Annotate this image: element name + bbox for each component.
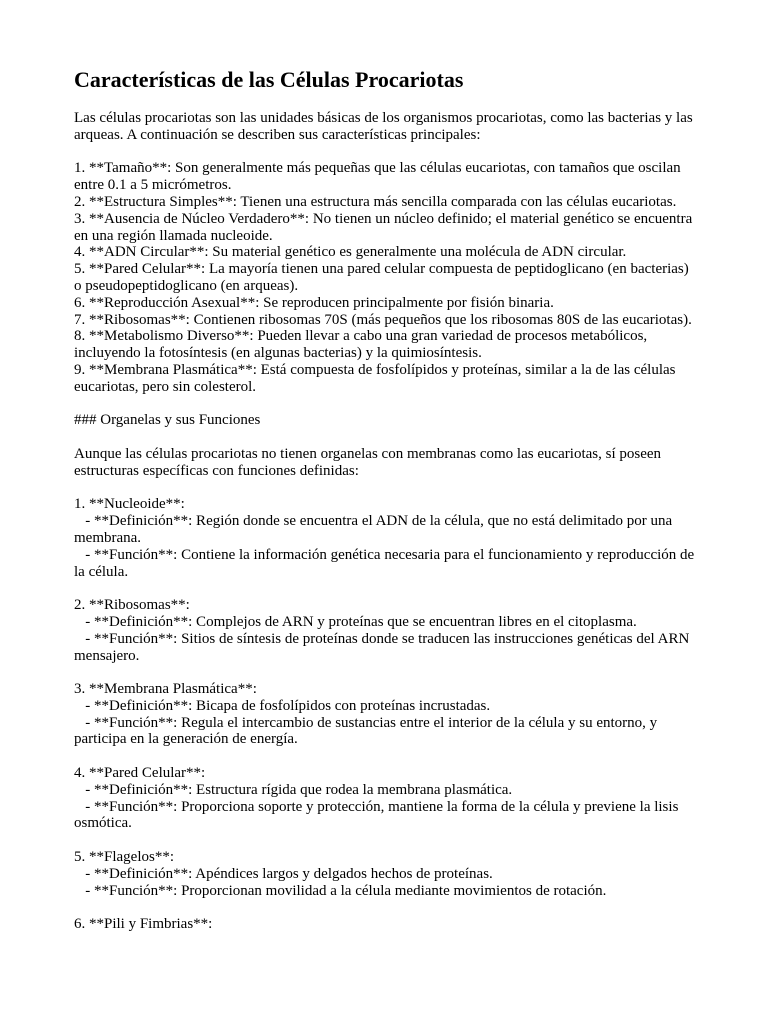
list-item: 2. **Estructura Simples**: Tienen una estructura más sencilla comparada con las células eucariotas. [74, 193, 677, 210]
organelle-title: 4. **Pared Celular**: [74, 765, 206, 782]
organelle-title: 6. **Pili y Fimbrias**: [74, 916, 213, 933]
list-item: 4. **ADN Circular**: Su material genético es generalmente una molécula de ADN circular. [74, 244, 627, 261]
organelle-entry-membrana [74, 681, 698, 748]
organelle-definition: - **Definición**: Región donde se encuentra el ADN de la célula, que no está delimitado por una membrana. [74, 513, 676, 546]
document-page [74, 66, 698, 933]
intro-paragraph: Las células procariotas son las unidades básicas de los organismos procariotas, como las bacterias y las arqueas. A continuación se describen sus características principales: [74, 110, 693, 143]
section-heading: ### Organelas y sus Funciones [74, 412, 261, 429]
organelle-title: 1. **Nucleoide**: [74, 496, 185, 513]
spacer [74, 396, 698, 413]
list-item: 5. **Pared Celular**: La mayoría tienen una pared celular compuesta de peptidoglicano (en bacterias) o pseudopeptidoglicano (en arqueas). [74, 261, 689, 294]
organelle-function: - **Función**: Sitios de síntesis de proteínas donde se traducen las instrucciones genéticas del ARN mensajero. [74, 630, 694, 664]
list-item: 9. **Membrana Plasmática**: Está compuesta de fosfolípidos y proteínas, similar a la de las células eucariotas, pero sin colesterol. [74, 361, 676, 395]
organelle-title: 2. **Ribosomas**: [74, 597, 190, 614]
list-item: 1. **Tamaño**: Son generalmente más pequeñas que las células eucariotas, con tamaños que oscilan entre 0.1 a 5 micrómetros. [74, 160, 681, 194]
spacer [74, 580, 698, 597]
spacer [74, 480, 698, 497]
organelle-function: - **Función**: Regula el intercambio de sustancias entre el interior de la célula y su entorno, y participa en la generación de energía. [74, 714, 661, 748]
spacer [74, 664, 698, 681]
organelle-definition: - **Definición**: Complejos de ARN y proteínas que se encuentran libres en el citoplasma. [74, 613, 637, 630]
document-title: Características de las Células Procariotas [74, 67, 464, 92]
organelle-definition: - **Definición**: Estructura rígida que rodea la membrana plasmática. [74, 781, 513, 798]
spacer [74, 144, 698, 161]
organelle-definition: - **Definición**: Apéndices largos y delgados hechos de proteínas. [74, 865, 493, 882]
organelle-entry-flagelos [74, 849, 698, 899]
organelle-entry-pared [74, 765, 698, 832]
organelle-entry-nucleoide [74, 496, 698, 580]
organelle-function: - **Función**: Contiene la información genética necesaria para el funcionamiento y reproducción de la célula. [74, 546, 698, 580]
organelle-function: - **Función**: Proporcionan movilidad a la célula mediante movimientos de rotación. [74, 882, 607, 899]
list-item: 3. **Ausencia de Núcleo Verdadero**: No tienen un núcleo definido; el material genético se encuentra en una región llamada nucleoide. [74, 210, 693, 244]
spacer [74, 748, 698, 765]
list-item: 7. **Ribosomas**: Contienen ribosomas 70S (más pequeños que los ribosomas 80S de las eucariotas). [74, 311, 692, 328]
list-item: 6. **Reproducción Asexual**: Se reproducen principalmente por fisión binaria. [74, 294, 554, 311]
characteristics-list [74, 160, 698, 395]
spacer [74, 832, 698, 849]
list-item: 8. **Metabolismo Diverso**: Pueden llevar a cabo una gran variedad de procesos metabólicos, incluyendo la fotosíntesis (en algunas bacterias) y la quimiosíntesis. [74, 328, 648, 362]
spacer [74, 899, 698, 916]
organelle-title: 5. **Flagelos**: [74, 849, 174, 866]
organelle-entry-ribosomas [74, 597, 698, 664]
section-intro: Aunque las células procariotas no tienen organelas con membranas como las eucariotas, sí poseen estructuras específicas con funciones definidas: [74, 445, 662, 479]
spacer [74, 429, 698, 446]
organelle-function: - **Función**: Proporciona soporte y protección, mantiene la forma de la célula y previene la lisis osmótica. [74, 798, 683, 832]
organelle-definition: - **Definición**: Bicapa de fosfolípidos con proteínas incrustadas. [74, 697, 491, 714]
organelle-title: 3. **Membrana Plasmática**: [74, 681, 257, 698]
